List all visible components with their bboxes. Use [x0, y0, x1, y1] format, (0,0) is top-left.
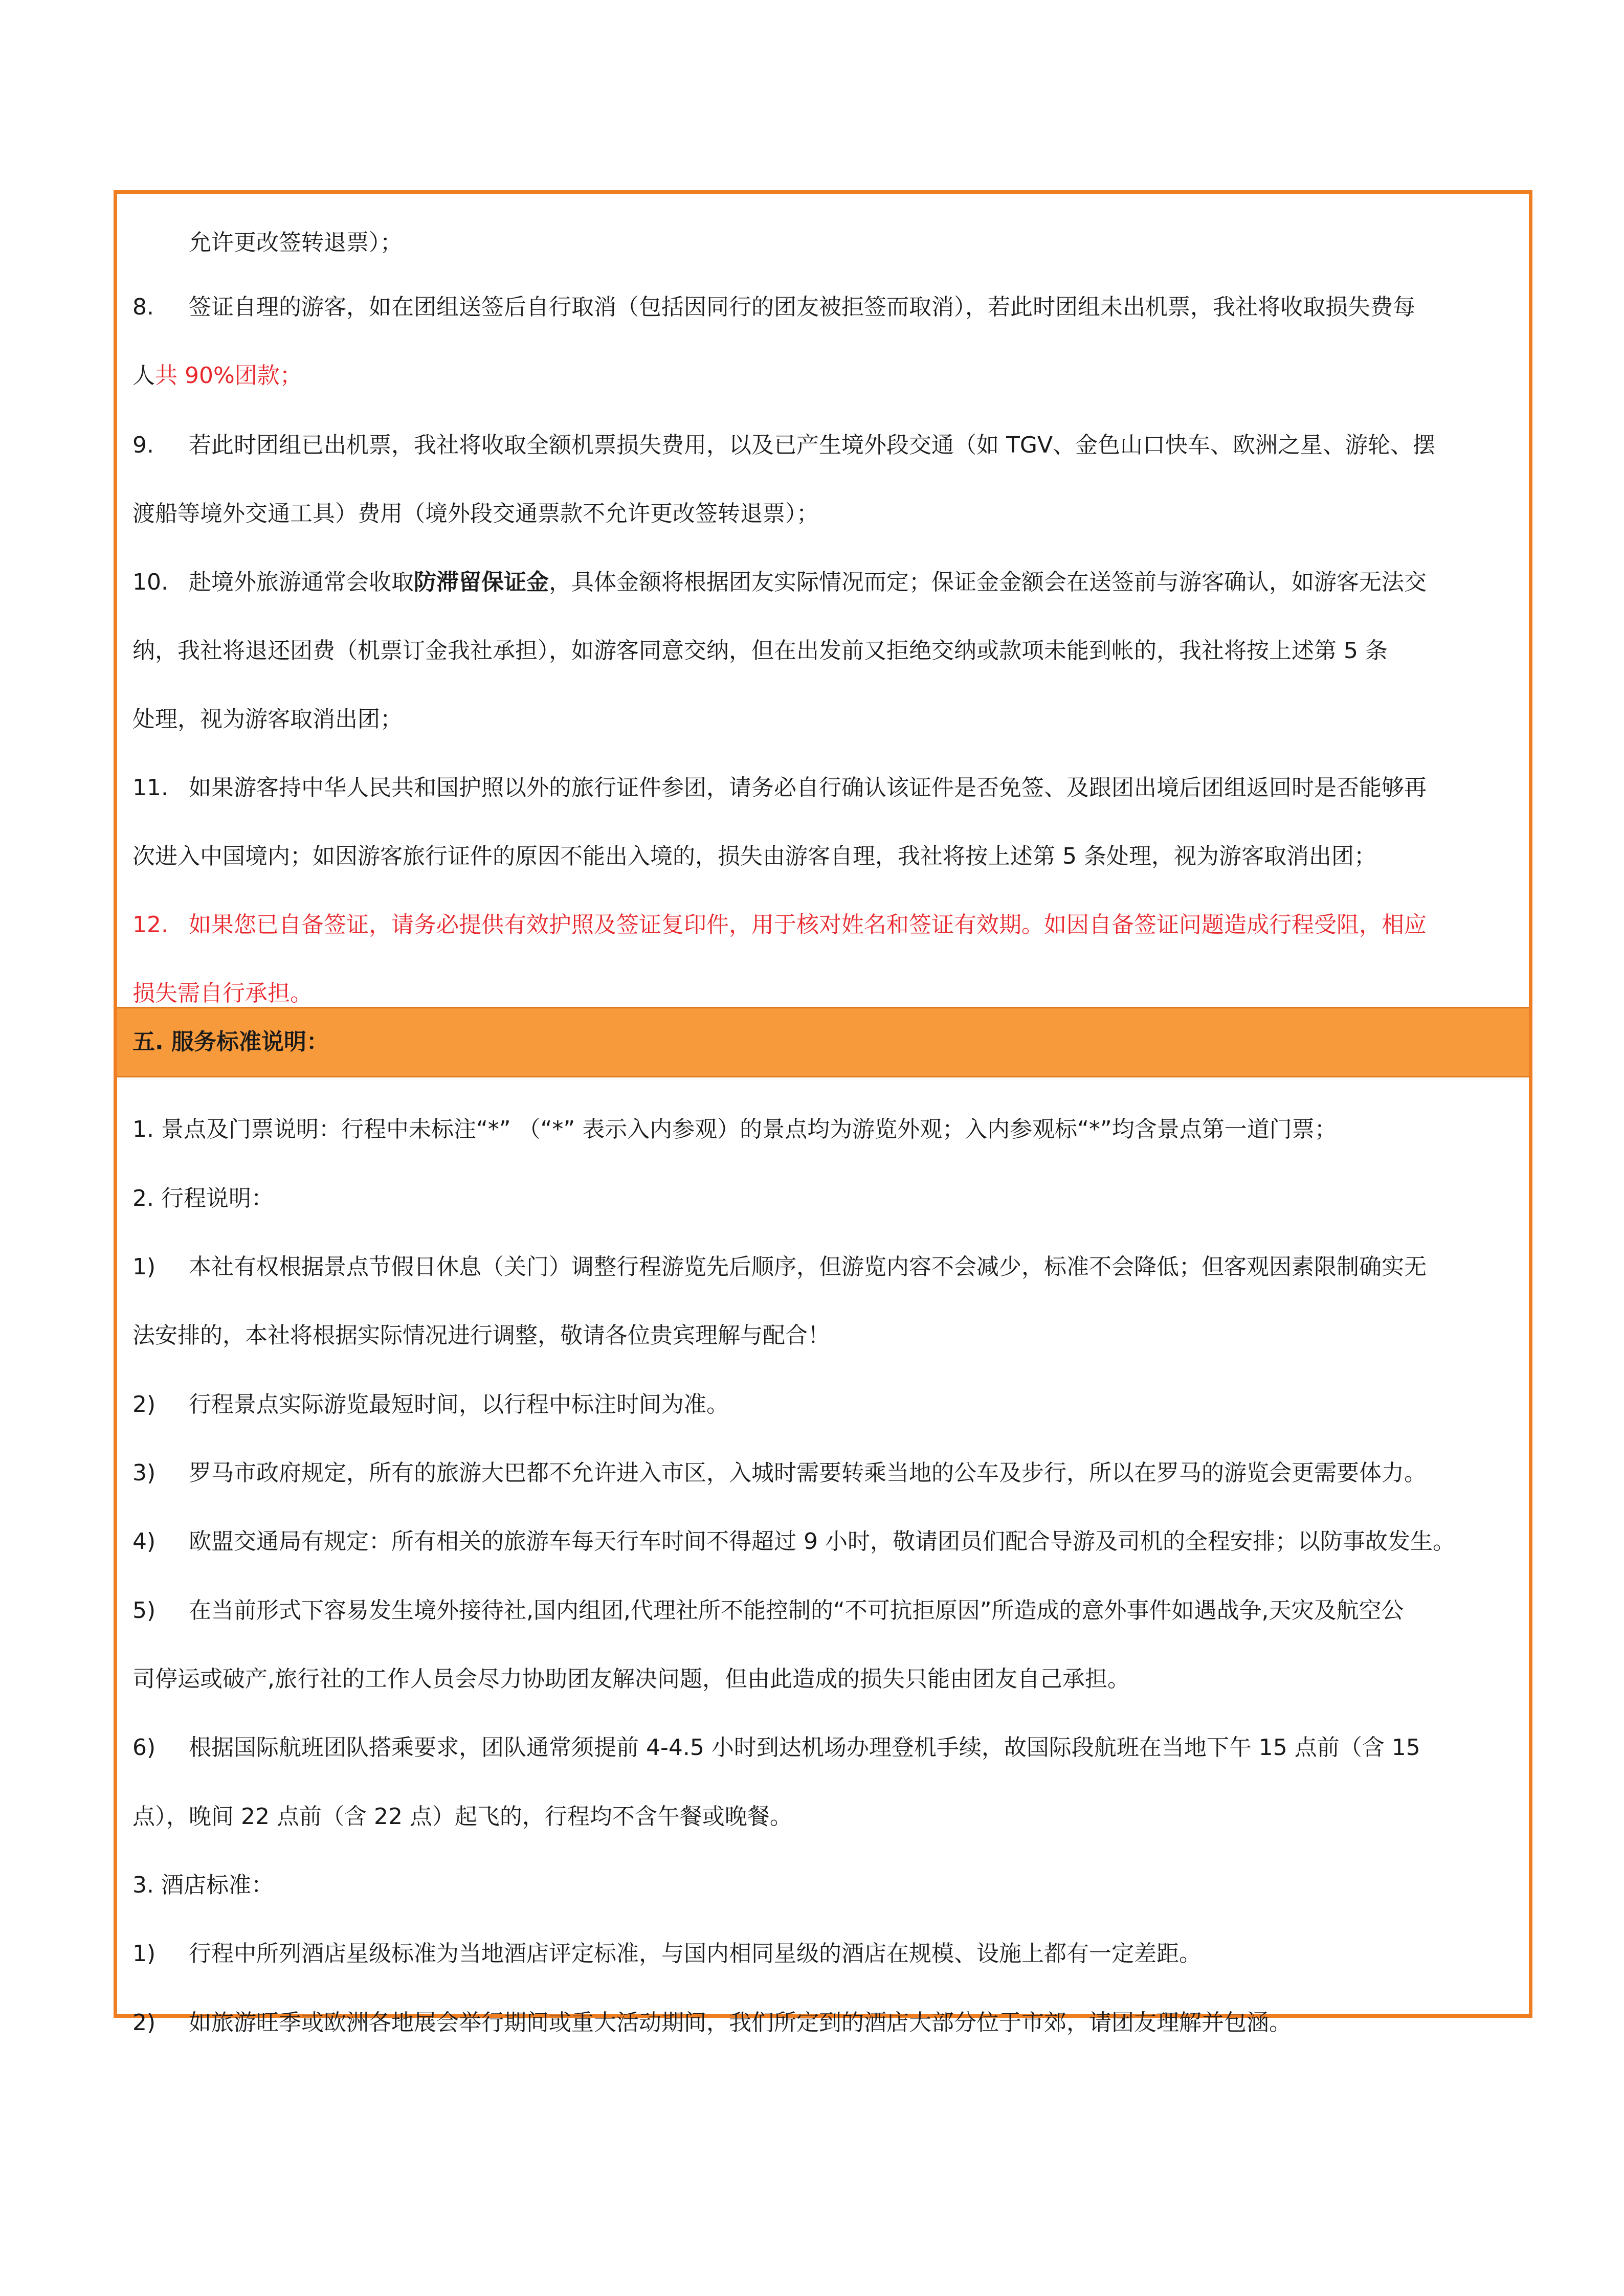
note-3-hotel: 3. 酒店标准： — [132, 1872, 274, 1898]
note-2-itinerary: 2. 行程说明： — [132, 1185, 274, 1211]
item-12-number: 12. — [132, 912, 168, 938]
itin-4-line-1: 欧盟交通局有规定：所有相关的旅游车每天行车时间不得超过 9 小时，敬请团员们配合导游及司机的全程安排；以防事故发生。 — [189, 1528, 1455, 1555]
section-title: 五. 服务标准说明： — [132, 1029, 329, 1055]
item-10-bold-term: 防滞留保证金 — [414, 569, 549, 595]
itin-1-number: 1) — [132, 1254, 156, 1280]
continued-line: 允许更改签转退票）； — [189, 230, 403, 256]
hotel-1-line-1: 行程中所列酒店星级标准为当地酒店评定标准，与国内相同星级的酒店在规模、设施上都有一定差距。 — [189, 1941, 1202, 1967]
itin-6-line-1: 根据国际航班团队搭乘要求，团队通常须提前 4-4.5 小时到达机场办理登机手续，故国际段航班在当地下午 15 点前（含 15 — [189, 1735, 1420, 1761]
item-9-number: 9. — [132, 432, 154, 458]
section-header — [117, 1007, 1529, 1077]
item-8-line-2 — [132, 361, 302, 391]
item-8-red-text: 共 90%团款； — [155, 363, 302, 389]
itin-6-line-2: 点），晚间 22 点前（含 22 点）起飞的，行程均不含午餐或晚餐。 — [132, 1804, 792, 1830]
item-10-number: 10. — [132, 569, 168, 595]
itin-4-number: 4) — [132, 1528, 156, 1555]
item-12-line-1: 如果您已自备签证，请务必提供有效护照及签证复印件，用于核对姓名和签证有效期。如因自备签证问题造成行程受阻，相应 — [189, 912, 1427, 938]
item-10-line-2: 纳，我社将退还团费（机票订金我社承担），如游客同意交纳，但在出发前又拒绝交纳或款项未能到帐的，我社将按上述第 5 条 — [132, 638, 1388, 664]
itin-1-line-1: 本社有权根据景点节假日休息（关门）调整行程游览先后顺序，但游览内容不会减少，标准不会降低；但客观因素限制确实无 — [189, 1254, 1427, 1280]
hotel-2-line-1: 如旅游旺季或欧洲各地展会举行期间或重大活动期间，我们所定到的酒店大部分位于市郊，请团友理解并包涵。 — [189, 2010, 1292, 2036]
item-8-prefix: 人 — [132, 363, 155, 389]
item-12-line-2: 损失需自行承担。 — [132, 980, 313, 1006]
itin-2-line-1: 行程景点实际游览最短时间，以行程中标注时间为准。 — [189, 1391, 729, 1417]
item-10-pre: 赴境外旅游通常会收取 — [189, 569, 414, 595]
itin-6-number: 6) — [132, 1735, 156, 1761]
item-10-post: ，具体金额将根据团友实际情况而定；保证金金额会在送签前与游客确认，如游客无法交 — [549, 569, 1427, 595]
itin-3-number: 3) — [132, 1460, 156, 1486]
content-frame — [114, 190, 1532, 2036]
item-9-line-2: 渡船等境外交通工具）费用（境外段交通票款不允许更改签转退票）； — [132, 501, 819, 527]
item-8-line-1: 签证自理的游客，如在团组送签后自行取消（包括因同行的团友被拒签而取消），若此时团组未出机票，我社将收取损失费每 — [189, 294, 1415, 320]
itin-5-line-1: 在当前形式下容易发生境外接待社,国内组团,代理社所不能控制的“不可抗拒原因”所造成的意外事件如遇战争,天灾及航空公 — [189, 1597, 1404, 1624]
itin-5-number: 5) — [132, 1597, 156, 1624]
itin-2-number: 2) — [132, 1391, 156, 1417]
hotel-1-number: 1) — [132, 1941, 156, 1967]
itin-5-line-2: 司停运或破产,旅行社的工作人员会尽力协助团友解决问题，但由此造成的损失只能由团友自己承担。 — [132, 1666, 1130, 1692]
item-8-number: 8. — [132, 294, 154, 320]
item-9-line-1: 若此时团组已出机票，我社将收取全额机票损失费用，以及已产生境外段交通（如 TGV、金色山口快车、欧洲之星、游轮、摆 — [189, 432, 1436, 458]
itin-3-line-1: 罗马市政府规定，所有的旅游大巴都不允许进入市区，入城时需要转乘当地的公车及步行，所以在罗马的游览会更需要体力。 — [189, 1460, 1427, 1486]
itin-1-line-2: 法安排的，本社将根据实际情况进行调整，敬请各位贵宾理解与配合！ — [132, 1322, 830, 1348]
item-10-line-1 — [189, 567, 1427, 598]
item-11-number: 11. — [132, 775, 168, 801]
note-1-scenic: 1. 景点及门票说明：行程中未标注“*” （“*” 表示入内参观）的景点均为游览外观；入内参观标“*”均含景点第一道门票； — [132, 1116, 1337, 1142]
hotel-2-number: 2) — [132, 2010, 156, 2036]
item-11-line-2: 次进入中国境内；如因游客旅行证件的原因不能出入境的，损失由游客自理，我社将按上述第 5 条处理，视为游客取消出团； — [132, 843, 1376, 869]
item-10-line-3: 处理，视为游客取消出团； — [132, 706, 403, 732]
item-11-line-1: 如果游客持中华人民共和国护照以外的旅行证件参团，请务必自行确认该证件是否免签、及跟团出境后团组返回时是否能够再 — [189, 775, 1427, 801]
